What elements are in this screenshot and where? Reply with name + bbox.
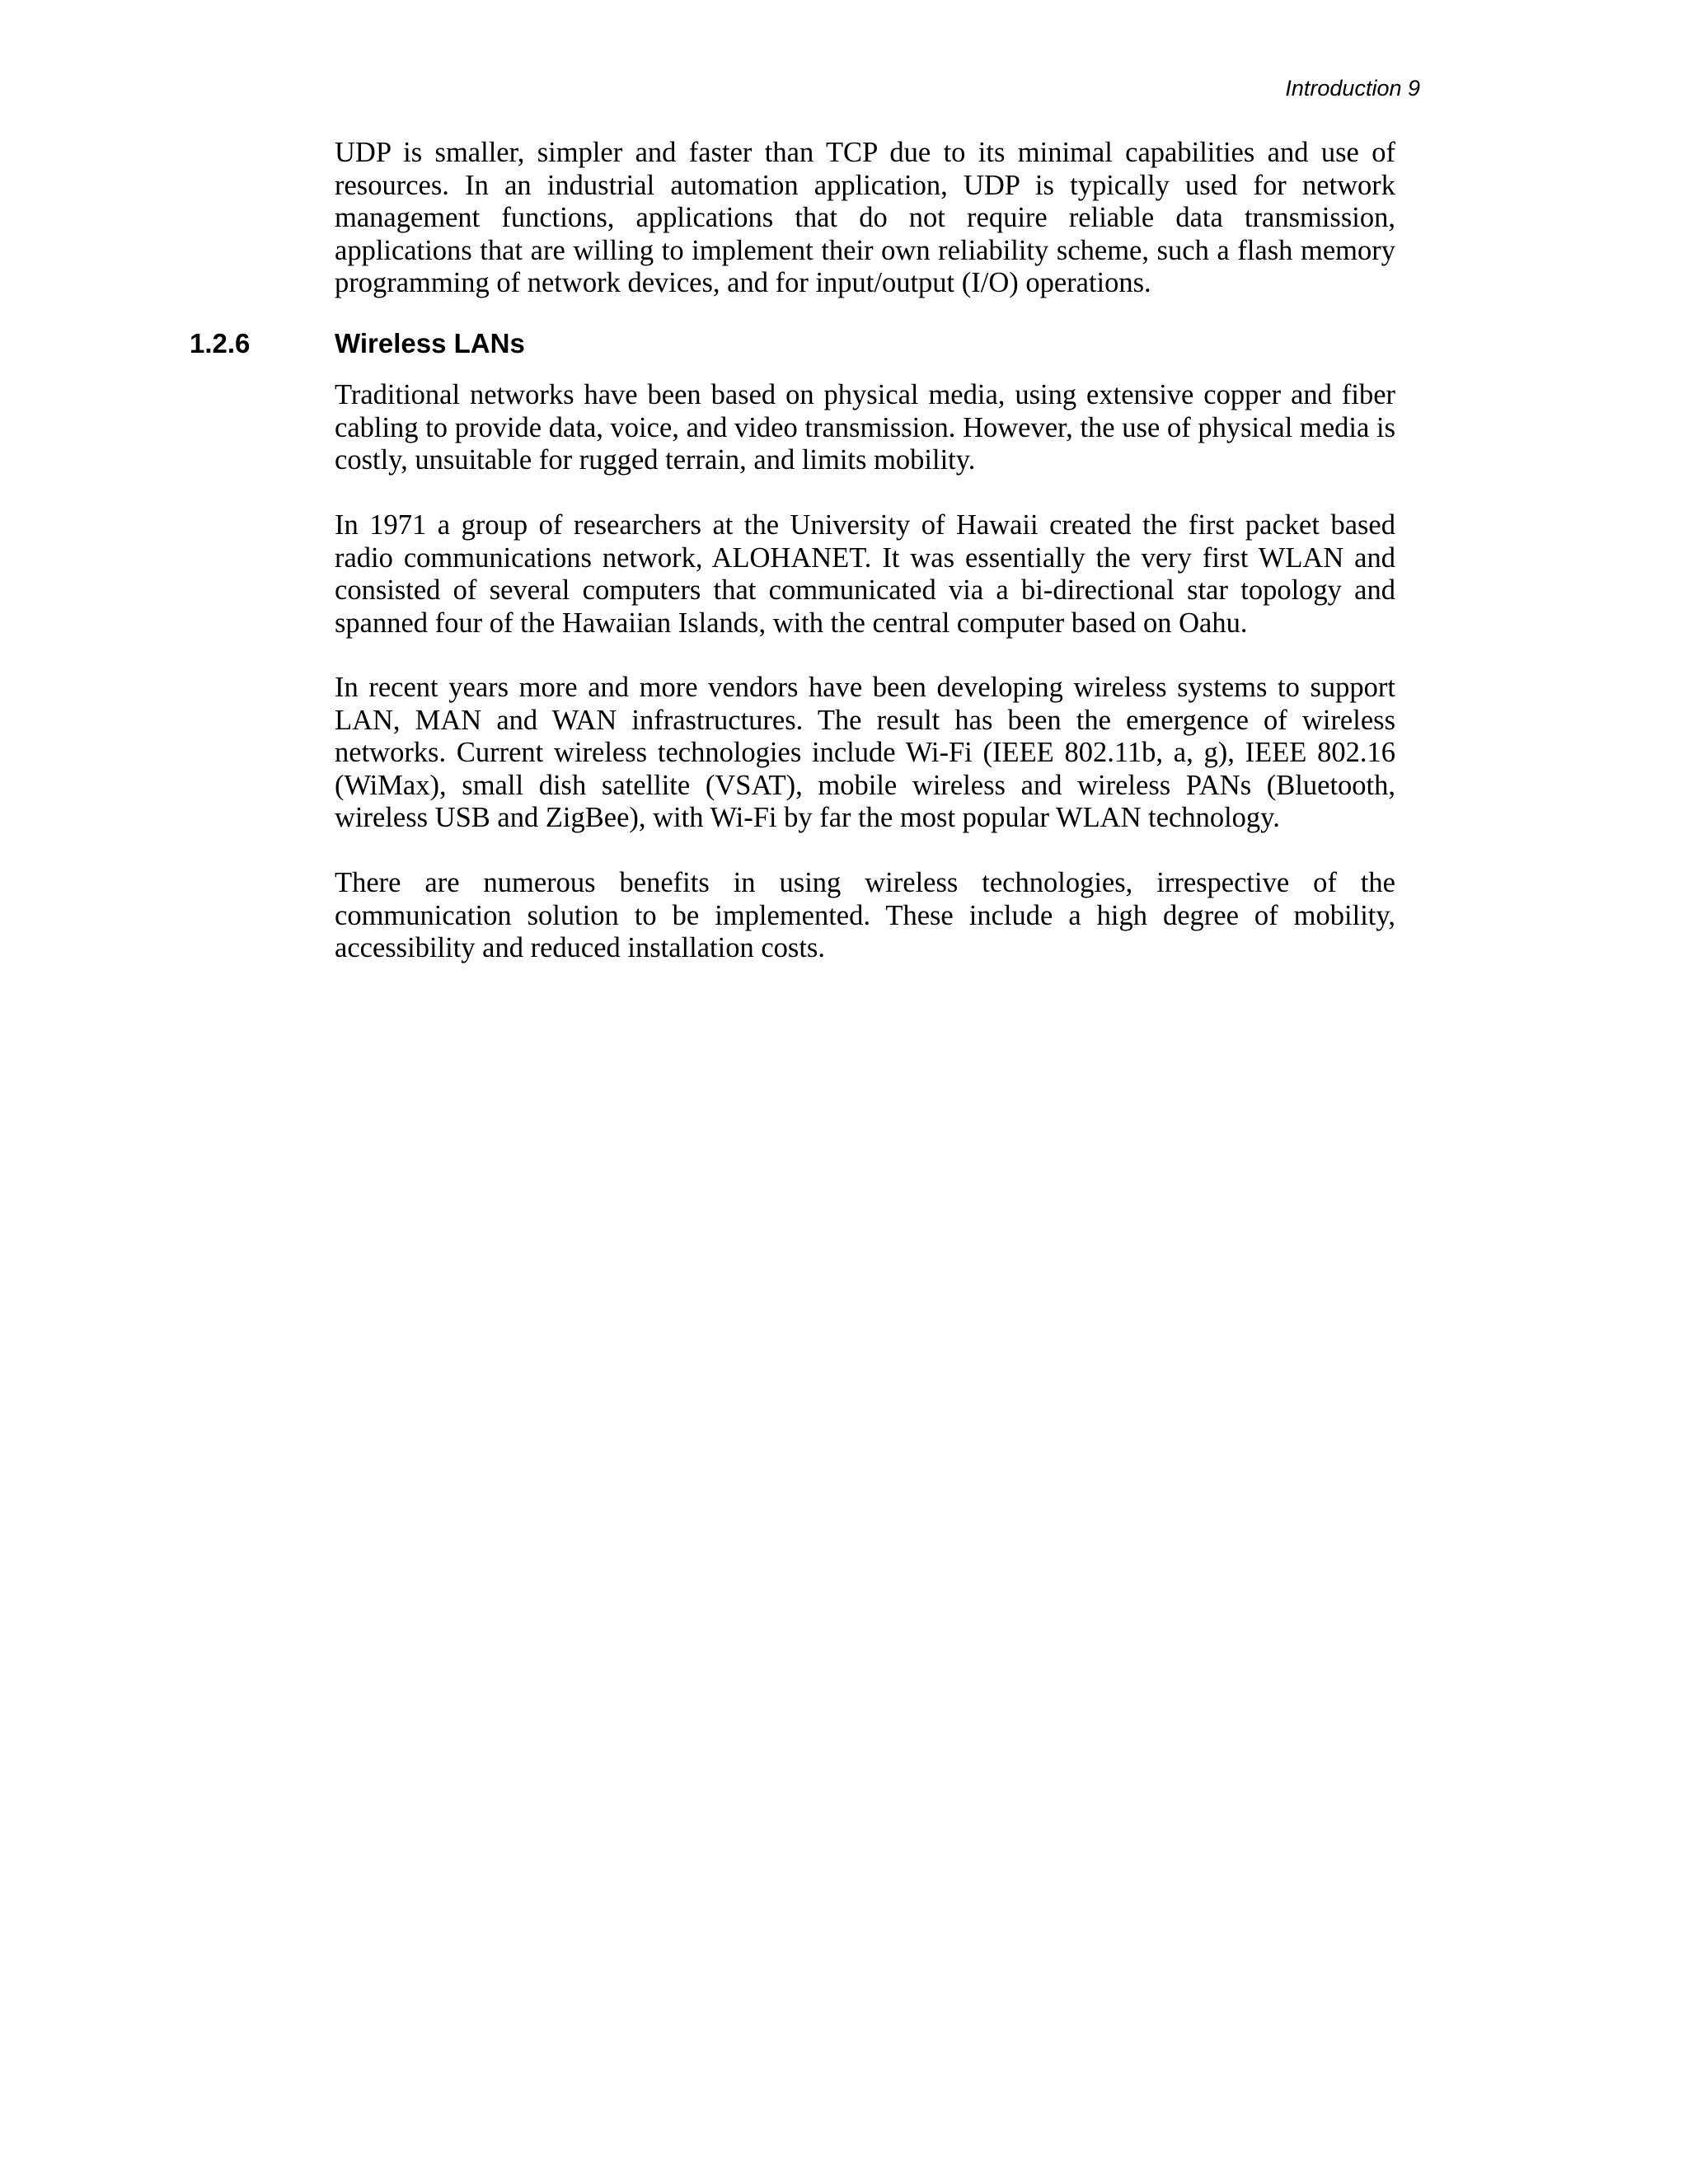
paragraph-traditional-networks: Traditional networks have been based on physical media, using extensive copper and fiber cabling to provide data, voice, and video transmission. However, the use of physical media is costly, unsuitable for rugged terrain, and limits mobility. — [335, 379, 1395, 476]
section-number: 1.2.6 — [190, 328, 251, 359]
running-header: Introduction 9 — [1285, 76, 1420, 101]
paragraph-recent-years: In recent years more and more vendors have been developing wireless systems to support LAN, MAN and WAN infrastructures. The result has been the emergence of wireless networks. Current wireless technologies include Wi-Fi (IEEE 802.11b, a, g), IEEE 802.16 (WiMax), small dish satellite (VSAT), mobile wireless and wireless PANs (Bluetooth, wireless USB and ZigBee), with Wi-Fi by far the most popular WLAN technology. — [335, 672, 1395, 833]
section-title: Wireless LANs — [335, 328, 525, 359]
paragraph-udp: UDP is smaller, simpler and faster than TCP due to its minimal capabilities and use of resources. In an industrial automation application, UDP is typically used for network management functions, applications that do not require reliable data transmission, applications that are willing to implement their own reliability scheme, such a flash memory programming of network devices, and for input/output (I/O) operations. — [335, 137, 1395, 298]
paragraph-benefits: There are numerous benefits in using wireless technologies, irrespective of the communication solution to be implemented. These include a high degree of mobility, accessibility and reduced installation costs. — [335, 867, 1395, 963]
paragraph-alohanet: In 1971 a group of researchers at the University of Hawaii created the first packet based radio communications network, ALOHANET. It was essentially the very first WLAN and consisted of several computers that communicated via a bi-directional star topology and spanned four of the Hawaiian Islands, with the central computer based on Oahu. — [335, 509, 1395, 639]
section-heading — [190, 330, 525, 357]
